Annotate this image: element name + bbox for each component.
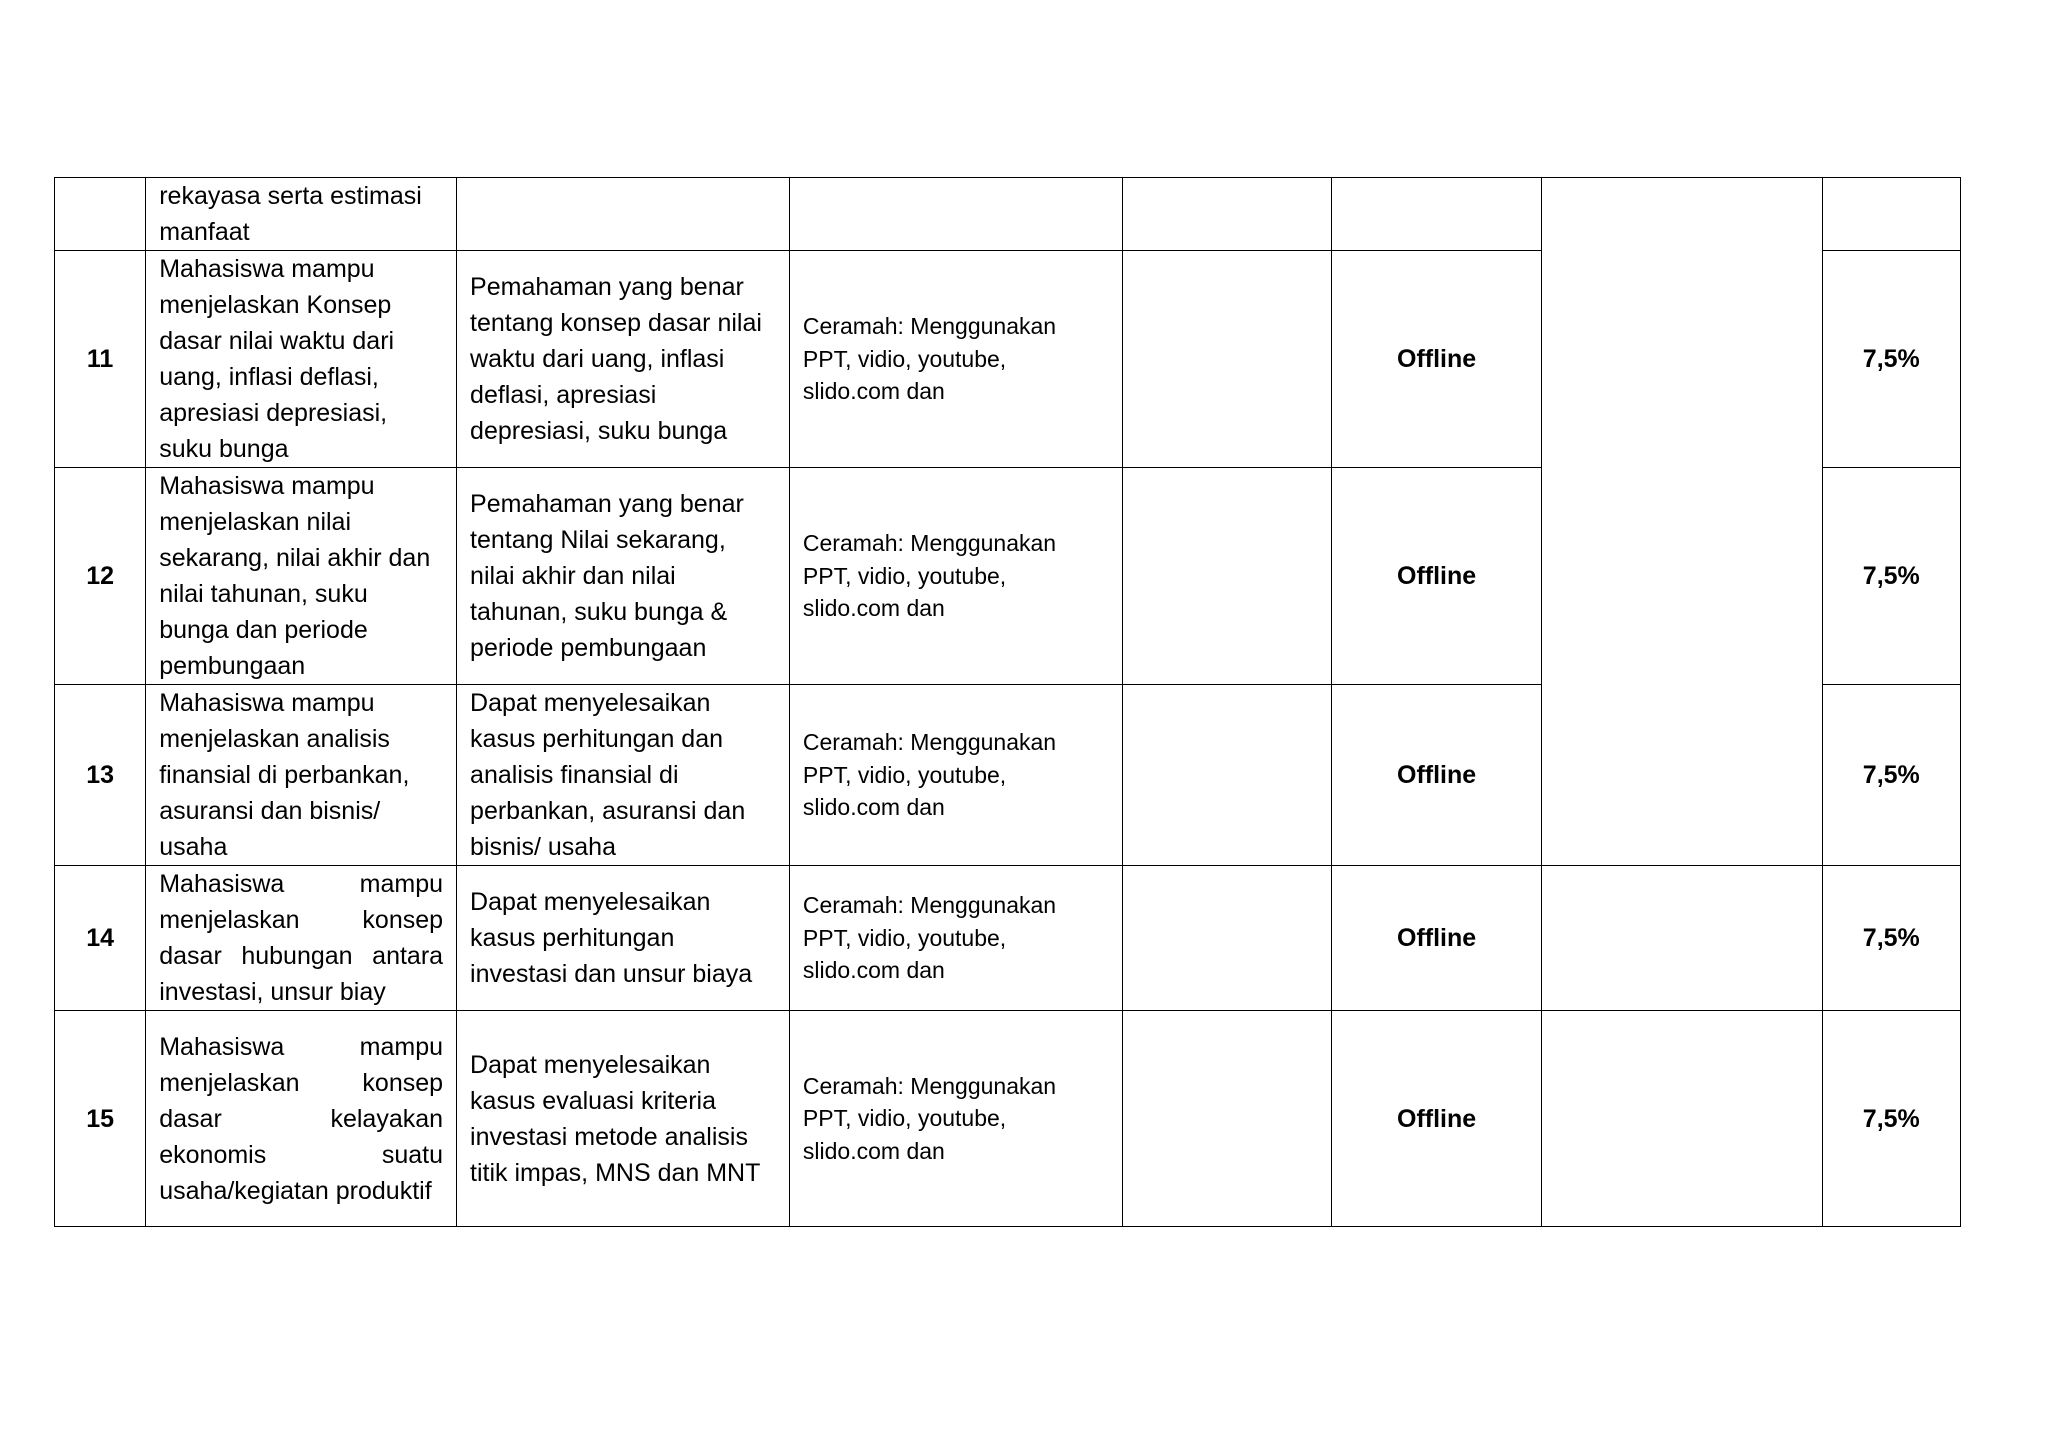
cell-empty — [1122, 685, 1332, 866]
cell-no: 15 — [55, 1011, 146, 1227]
cell-empty — [1541, 866, 1822, 1011]
cell-bobot: 7,5% — [1822, 866, 1960, 1011]
cell-indikator: Pemahaman yang benar tentang Nilai sekarang, nilai akhir dan nilai tahunan, suku bunga & periode pembungaan — [457, 468, 790, 685]
cell-no: 14 — [55, 866, 146, 1011]
cell-mode: Offline — [1332, 251, 1542, 468]
cell-bobot — [1822, 178, 1960, 251]
table-row — [55, 866, 1961, 1011]
cell-metode — [789, 178, 1122, 251]
cell-kemampuan: rekayasa serta estimasi manfaat — [146, 178, 457, 251]
cell-indikator: Dapat menyelesaikan kasus evaluasi kriteria investasi metode analisis titik impas, MNS dan MNT — [457, 1011, 790, 1227]
cell-empty — [1122, 866, 1332, 1011]
cell-indikator: Pemahaman yang benar tentang konsep dasar nilai waktu dari uang, inflasi deflasi, apresiasi depresiasi, suku bunga — [457, 251, 790, 468]
cell-mode — [1332, 178, 1542, 251]
cell-merged-empty — [1541, 178, 1822, 866]
cell-kemampuan: Mahasiswa mampu menjelaskan nilai sekarang, nilai akhir dan nilai tahunan, suku bunga dan periode pembungaan — [146, 468, 457, 685]
cell-no — [55, 178, 146, 251]
cell-bobot: 7,5% — [1822, 685, 1960, 866]
cell-bobot: 7,5% — [1822, 468, 1960, 685]
cell-metode: Ceramah: Menggunakan PPT, vidio, youtube, slido.com dan — [789, 468, 1122, 685]
cell-metode: Ceramah: Menggunakan PPT, vidio, youtube, slido.com dan — [789, 866, 1122, 1011]
cell-empty — [1122, 251, 1332, 468]
cell-mode: Offline — [1332, 1011, 1542, 1227]
cell-bobot: 7,5% — [1822, 1011, 1960, 1227]
cell-empty — [1122, 468, 1332, 685]
cell-empty — [1541, 1011, 1822, 1227]
cell-indikator — [457, 178, 790, 251]
cell-indikator: Dapat menyelesaikan kasus perhitungan investasi dan unsur biaya — [457, 866, 790, 1011]
cell-no: 11 — [55, 251, 146, 468]
cell-mode: Offline — [1332, 866, 1542, 1011]
cell-mode: Offline — [1332, 468, 1542, 685]
table-row-continuation — [55, 178, 1961, 251]
cell-indikator: Dapat menyelesaikan kasus perhitungan dan analisis finansial di perbankan, asuransi dan bisnis/ usaha — [457, 685, 790, 866]
cell-no: 12 — [55, 468, 146, 685]
cell-kemampuan: Mahasiswa mampu menjelaskan Konsep dasar nilai waktu dari uang, inflasi deflasi, apresiasi depresiasi, suku bunga — [146, 251, 457, 468]
cell-bobot: 7,5% — [1822, 251, 1960, 468]
cell-kemampuan: Mahasiswa mampu menjelaskan analisis finansial di perbankan, asuransi dan bisnis/ usaha — [146, 685, 457, 866]
cell-metode: Ceramah: Menggunakan PPT, vidio, youtube, slido.com dan — [789, 251, 1122, 468]
cell-no: 13 — [55, 685, 146, 866]
cell-kemampuan: Mahasiswa mampu menjelaskan konsep dasar hubungan antara investasi, unsur biay — [146, 866, 457, 1011]
cell-metode: Ceramah: Menggunakan PPT, vidio, youtube, slido.com dan — [789, 685, 1122, 866]
cell-empty — [1122, 178, 1332, 251]
rps-table — [54, 177, 1961, 1227]
table-row — [55, 1011, 1961, 1227]
cell-empty — [1122, 1011, 1332, 1227]
cell-metode: Ceramah: Menggunakan PPT, vidio, youtube, slido.com dan — [789, 1011, 1122, 1227]
cell-kemampuan: Mahasiswa mampu menjelaskan konsep dasar kelayakan ekonomis suatu usaha/kegiatan produktif — [146, 1011, 457, 1227]
cell-mode: Offline — [1332, 685, 1542, 866]
